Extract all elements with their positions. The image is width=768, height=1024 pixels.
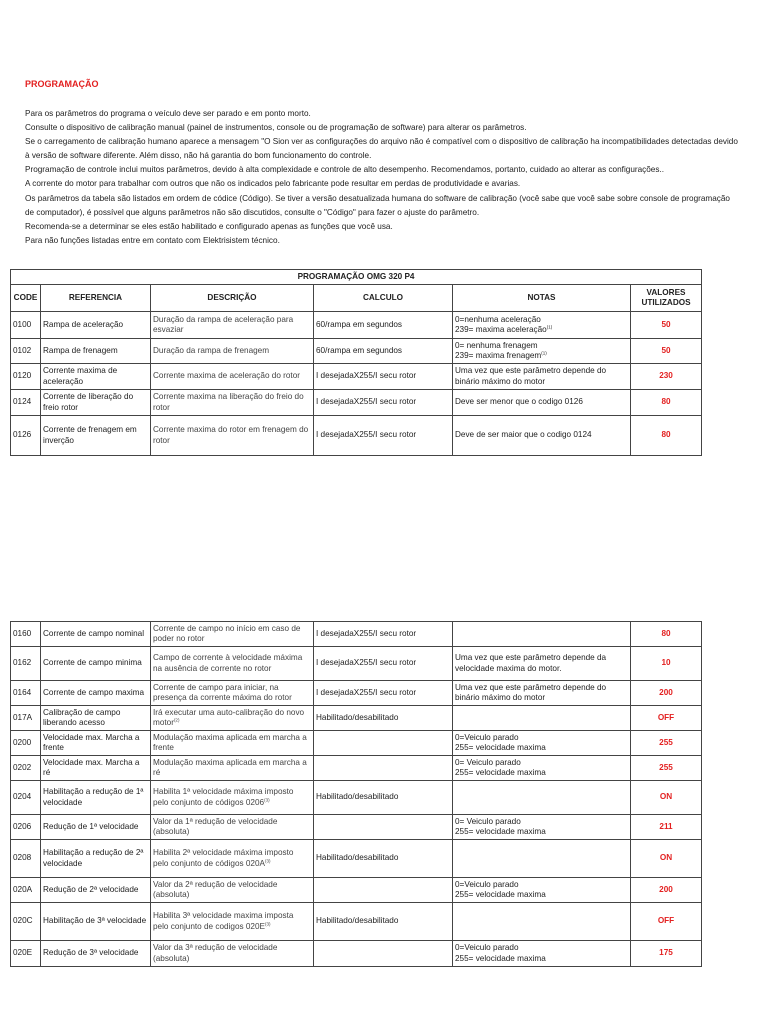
notas-text-2: 255= velocidade maxima xyxy=(455,768,546,777)
cell-valor: 10 xyxy=(631,647,702,681)
table-row xyxy=(11,731,702,756)
cell-valor: 255 xyxy=(631,731,702,756)
table-row xyxy=(11,647,702,681)
header-valores: VALORES UTILIZADOS xyxy=(631,285,702,312)
cell-referencia: Habilitação a redução de 2ª velocidade xyxy=(41,840,151,878)
cell-code: 0164 xyxy=(11,681,41,706)
cell-descricao xyxy=(151,339,314,364)
cell-notas xyxy=(453,339,631,364)
cell-calculo: I desejadaX255/I secu rotor xyxy=(314,622,453,647)
descricao-text: Valor da 2ª redução de velocidade (absoluta) xyxy=(153,879,278,899)
cell-calculo: 60/rampa em segundos xyxy=(314,312,453,339)
table-row xyxy=(11,840,702,878)
cell-referencia: Rampa de frenagem xyxy=(41,339,151,364)
cell-notas xyxy=(453,781,631,815)
cell-code: 0206 xyxy=(11,815,41,840)
cell-calculo xyxy=(314,941,453,967)
cell-notas xyxy=(453,647,631,681)
cell-calculo: Habilitado/desabilitado xyxy=(314,781,453,815)
cell-notas xyxy=(453,416,631,456)
notas-text: 0=nenhuma aceleração xyxy=(455,314,541,324)
descricao-text: Corrente maxima de aceleração do rotor xyxy=(153,371,300,381)
cell-descricao xyxy=(151,706,314,731)
cell-calculo: I desejadaX255/I secu rotor xyxy=(314,647,453,681)
cell-descricao xyxy=(151,731,314,756)
notas-text: 0=Veiculo parado xyxy=(455,943,519,952)
cell-descricao xyxy=(151,312,314,339)
cell-descricao xyxy=(151,840,314,878)
cell-code: 0120 xyxy=(11,364,41,390)
header-referencia: REFERENCIA xyxy=(41,285,151,312)
programming-table xyxy=(10,269,702,456)
cell-descricao xyxy=(151,781,314,815)
cell-calculo: Habilitado/desabilitado xyxy=(314,903,453,941)
notas-text-2: 255= velocidade maxima xyxy=(455,743,546,752)
cell-notas xyxy=(453,756,631,781)
cell-referencia: Redução de 2ª velocidade xyxy=(41,878,151,903)
cell-valor: 50 xyxy=(631,339,702,364)
cell-calculo: Habilitado/desabilitado xyxy=(314,840,453,878)
descricao-text: Irá executar uma auto-calibração do novo motor xyxy=(153,707,305,727)
cell-code: 020E xyxy=(11,941,41,967)
descricao-text: Corrente de campo no início em caso de poder no rotor xyxy=(153,623,301,643)
intro-line: Programação de controle inclui muitos parâmetros, devido à alta complexidade e controle de alto desempenho. Recomendamos, portanto, cuidado ao alterar as configurações.. xyxy=(25,165,664,175)
table-row xyxy=(11,756,702,781)
table-row xyxy=(11,622,702,647)
notas-text: 0= Veiculo parado xyxy=(455,757,521,767)
cell-valor: 175 xyxy=(631,941,702,967)
cell-code: 020A xyxy=(11,878,41,903)
cell-valor: OFF xyxy=(631,903,702,941)
cell-calculo xyxy=(314,756,453,781)
cell-code: 017A xyxy=(11,706,41,731)
cell-code: 0202 xyxy=(11,756,41,781)
cell-referencia: Corrente de frenagem em inverção xyxy=(41,416,151,456)
cell-notas xyxy=(453,878,631,903)
table-row xyxy=(11,815,702,840)
table-row xyxy=(11,681,702,706)
cell-referencia: Habilitação de 3ª velocidade xyxy=(41,903,151,941)
cell-notas xyxy=(453,364,631,390)
cell-descricao xyxy=(151,903,314,941)
notas-text-2: 255= velocidade maxima xyxy=(455,953,546,963)
cell-code: 0124 xyxy=(11,390,41,416)
intro-line: Os parâmetros da tabela são listados em ordem de códice (Código). Se tiver a versão desatualizada humana do software de calibração (você sabe que você sabe sobre console de programação de computador), é possível que alguns parâmetros não são discutidos, consulte o "Código" para fazer o ajuste do parâmetro. xyxy=(25,193,730,217)
cell-notas xyxy=(453,903,631,941)
notas-text-2: 255= velocidade maxima xyxy=(455,827,546,836)
cell-code: 020C xyxy=(11,903,41,941)
descricao-text: Habilita 1ª velocidade máxima imposto pelo conjunto de códigos 0206 xyxy=(153,787,294,807)
notas-text: 0=Veiculo parado xyxy=(455,879,519,889)
table-row xyxy=(11,390,702,416)
cell-valor: 211 xyxy=(631,815,702,840)
cell-calculo: Habilitado/desabilitado xyxy=(314,706,453,731)
cell-descricao xyxy=(151,756,314,781)
cell-notas xyxy=(453,622,631,647)
cell-calculo: I desejadaX255/I secu rotor xyxy=(314,416,453,456)
cell-code: 0100 xyxy=(11,312,41,339)
descricao-text: Duração da rampa de aceleração para esvaziar xyxy=(153,314,294,334)
page-title: PROGRAMAÇÃO xyxy=(25,79,99,89)
cell-referencia: Velocidade max. Marcha a frente xyxy=(41,731,151,756)
descricao-text: Valor da 1ª redução de velocidade (absoluta) xyxy=(153,816,278,836)
cell-valor: ON xyxy=(631,840,702,878)
cell-valor: 230 xyxy=(631,364,702,390)
cell-calculo xyxy=(314,731,453,756)
cell-referencia: Calibração de campo liberando acesso xyxy=(41,706,151,731)
footnote-mark: (3) xyxy=(264,796,270,802)
cell-valor: OFF xyxy=(631,706,702,731)
cell-code: 0162 xyxy=(11,647,41,681)
footnote-mark: (1) xyxy=(541,350,547,356)
cell-code: 0208 xyxy=(11,840,41,878)
notas-text: 0= Veiculo parado xyxy=(455,816,521,826)
cell-descricao xyxy=(151,878,314,903)
notas-text: Uma vez que este parâmetro depende do binário máximo do motor xyxy=(455,682,607,702)
header-calculo: CALCULO xyxy=(314,285,453,312)
cell-notas xyxy=(453,681,631,706)
table-row xyxy=(11,339,702,364)
footnote-mark: (1) xyxy=(546,324,553,330)
cell-notas xyxy=(453,390,631,416)
cell-descricao xyxy=(151,681,314,706)
cell-valor: 200 xyxy=(631,681,702,706)
table-row xyxy=(11,416,702,456)
cell-valor: 80 xyxy=(631,416,702,456)
table-row xyxy=(11,941,702,967)
cell-calculo: I desejadaX255/I secu rotor xyxy=(314,364,453,390)
cell-descricao xyxy=(151,416,314,456)
notas-text-2: 239= maxima frenagem xyxy=(455,351,542,360)
cell-calculo xyxy=(314,815,453,840)
table-row xyxy=(11,878,702,903)
cell-notas xyxy=(453,815,631,840)
cell-descricao xyxy=(151,647,314,681)
intro-line: Para os parâmetros do programa o veículo deve ser parado e em ponto morto. xyxy=(25,109,311,118)
descricao-text: Habilita 2ª velocidade máxima imposto pelo conjunto de códigos 020A xyxy=(153,848,294,868)
table-row xyxy=(11,312,702,339)
intro-line: A corrente do motor para trabalhar com outros que não os indicados pelo fabricante pode resultar em perdas de produtividade e avarias. xyxy=(25,179,521,189)
table-title: PROGRAMAÇÃO OMG 320 P4 xyxy=(11,270,702,285)
footnote-mark: (2) xyxy=(173,717,180,723)
descricao-text: Corrente de campo para iniciar, na presença da corrente máxima do rotor xyxy=(153,682,292,702)
intro-line: Consulte o dispositivo de calibração manual (painel de instrumentos, console ou de programação de software) para alterar os parâmetros. xyxy=(25,123,527,133)
descricao-text: Duração da rampa de frenagem xyxy=(153,345,270,355)
cell-referencia: Redução de 1ª velocidade xyxy=(41,815,151,840)
intro-line: Para não funções listadas entre em contato com Elektrisistem técnico. xyxy=(25,235,280,245)
cell-calculo: I desejadaX255/I secu rotor xyxy=(314,390,453,416)
notas-text: Uma vez que este parâmetro depende do binário máximo do motor xyxy=(455,366,607,386)
intro-line: Recomenda-se a determinar se eles estão habilitado e configurado apenas as funções que você usa. xyxy=(25,221,393,231)
descricao-text: Modulação maxima aplicada em marcha a ré xyxy=(153,757,307,777)
descricao-text: Corrente maxima do rotor em frenagem do rotor xyxy=(153,425,309,445)
table-row xyxy=(11,781,702,815)
cell-calculo xyxy=(314,878,453,903)
cell-descricao xyxy=(151,815,314,840)
cell-valor: 80 xyxy=(631,622,702,647)
header-descricao: DESCRIÇÃO xyxy=(151,285,314,312)
cell-notas xyxy=(453,706,631,731)
cell-notas xyxy=(453,941,631,967)
cell-referencia: Corrente de campo nominal xyxy=(41,622,151,647)
cell-code: 0160 xyxy=(11,622,41,647)
descricao-text: Corrente maxima na liberação do freio do rotor xyxy=(153,392,304,412)
cell-descricao xyxy=(151,364,314,390)
descricao-text: Modulação maxima aplicada em marcha a frente xyxy=(153,732,307,752)
notas-text: Uma vez que este parâmetro depende da velocidade maxima do motor. xyxy=(455,653,607,673)
descricao-text: Campo de corrente à velocidade máxima na ausência de corrente no rotor xyxy=(153,653,303,673)
footnote-mark: (3) xyxy=(264,857,271,863)
notas-text-2: 239= maxima aceleração xyxy=(455,325,547,334)
cell-valor: 255 xyxy=(631,756,702,781)
cell-referencia: Corrente maxima de aceleração xyxy=(41,364,151,390)
descricao-text: Habilita 3ª velocidade maxima imposta pelo conjunto de codigos 020E xyxy=(153,911,294,931)
cell-referencia: Velocidade max. Marcha a ré xyxy=(41,756,151,781)
notas-text: 0= nenhuma frenagem xyxy=(455,340,538,350)
notas-text: Deve ser menor que o codigo 0126 xyxy=(455,397,583,407)
programming-table-continued xyxy=(10,621,702,967)
cell-valor: 200 xyxy=(631,878,702,903)
intro-line: Se o carregamento de calibração humano aparece a mensagem "O Sion ver as configurações do arquivo não é compatível com o dispositivo de calibração ha incompatibilidades detectadas devido à versão de software diferente. Além disso, não há garantia do bom funcionamento do controle. xyxy=(25,137,738,161)
header-notas: NOTAS xyxy=(453,285,631,312)
intro-text xyxy=(25,107,740,248)
cell-referencia: Rampa de aceleração xyxy=(41,312,151,339)
footnote-mark: (3) xyxy=(264,920,271,926)
cell-code: 0102 xyxy=(11,339,41,364)
cell-valor: ON xyxy=(631,781,702,815)
cell-descricao xyxy=(151,390,314,416)
cell-referencia: Corrente de liberação do freio rotor xyxy=(41,390,151,416)
descricao-text: Valor da 3ª redução de velocidade (absoluta) xyxy=(153,943,278,963)
table-row xyxy=(11,706,702,731)
cell-valor: 80 xyxy=(631,390,702,416)
table-row xyxy=(11,903,702,941)
cell-descricao xyxy=(151,622,314,647)
notas-text: Deve de ser maior que o codigo 0124 xyxy=(455,430,592,440)
cell-referencia: Redução de 3ª velocidade xyxy=(41,941,151,967)
table-row xyxy=(11,364,702,390)
header-code: CODE xyxy=(11,285,41,312)
cell-code: 0200 xyxy=(11,731,41,756)
cell-calculo: 60/rampa em segundos xyxy=(314,339,453,364)
notas-text: 0=Veiculo parado xyxy=(455,732,519,742)
notas-text-2: 255= velocidade maxima xyxy=(455,890,546,899)
cell-calculo: I desejadaX255/I secu rotor xyxy=(314,681,453,706)
cell-referencia: Corrente de campo minima xyxy=(41,647,151,681)
cell-notas xyxy=(453,840,631,878)
cell-code: 0204 xyxy=(11,781,41,815)
cell-code: 0126 xyxy=(11,416,41,456)
cell-descricao xyxy=(151,941,314,967)
cell-valor: 50 xyxy=(631,312,702,339)
cell-referencia: Corrente de campo maxima xyxy=(41,681,151,706)
cell-referencia: Habilitação a redução de 1ª velocidade xyxy=(41,781,151,815)
cell-notas xyxy=(453,731,631,756)
cell-notas xyxy=(453,312,631,339)
